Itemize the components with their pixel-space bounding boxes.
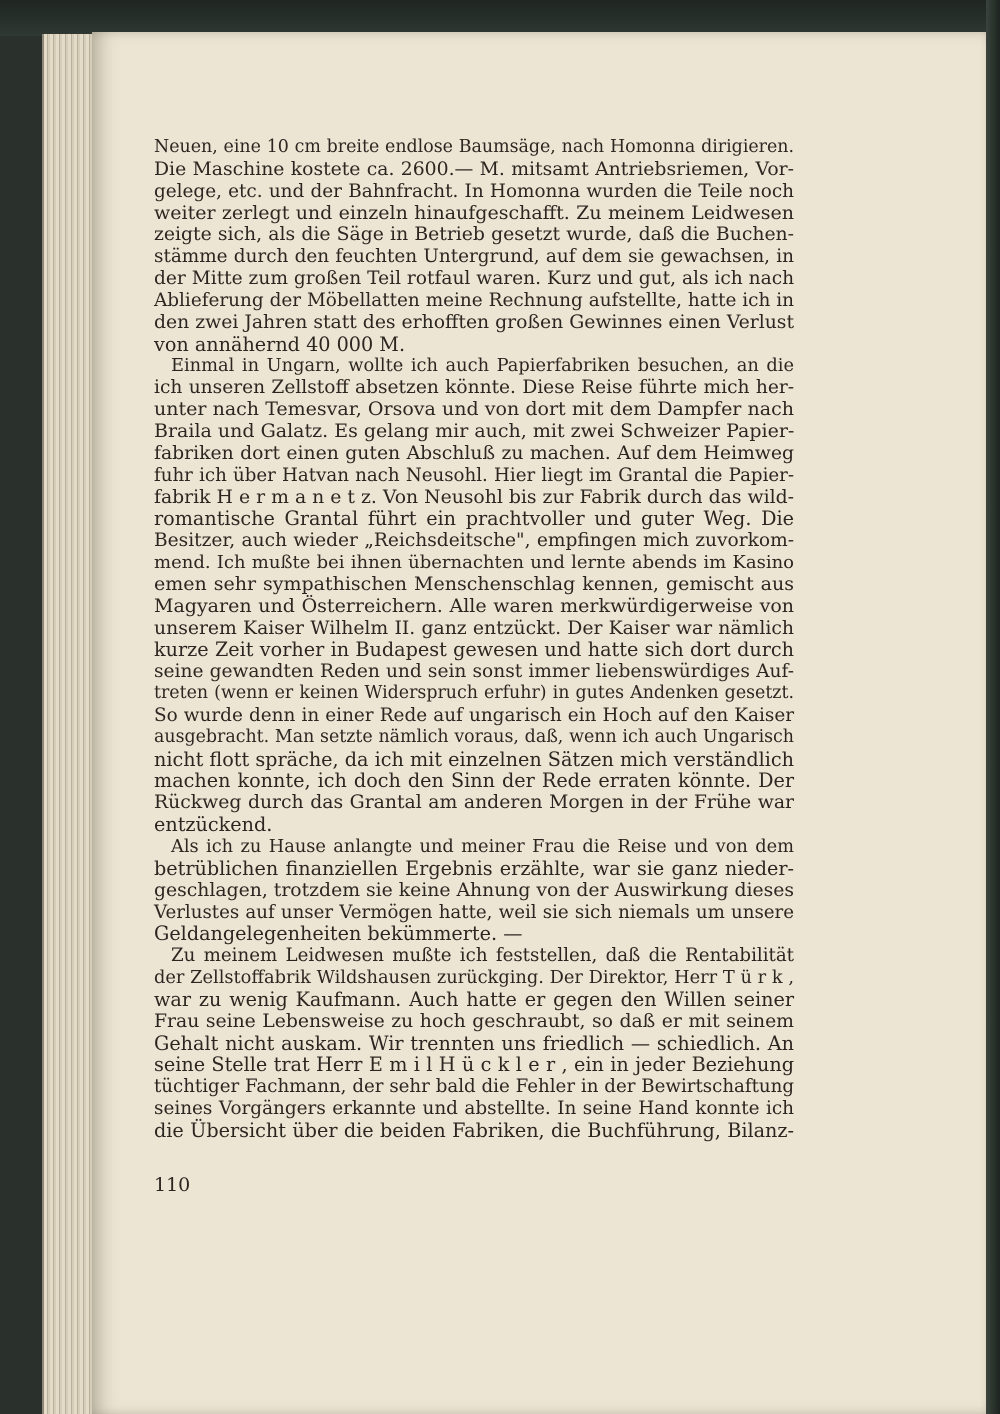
book-cover-top: [0, 0, 1000, 36]
text-line: den zwei Jahren statt des erhofften großen Gewinnes einen Verlust: [154, 311, 794, 333]
text-line: tüchtiger Fachmann, der sehr bald die Fehler in der Bewirtschaftung: [154, 1076, 794, 1098]
text-line: seines Vorgängers erkannte und abstellte. In seine Hand konnte ich: [154, 1098, 794, 1120]
text-line: So wurde denn in einer Rede auf ungarisch ein Hoch auf den Kaiser: [154, 704, 794, 726]
text-line: kurze Zeit vorher in Budapest gewesen und hatte sich dort durch: [154, 638, 794, 662]
text-line: nicht flott spräche, da ich mit einzelnen Sätzen mich verständlich: [154, 747, 794, 771]
body-text: [154, 137, 794, 1142]
text-line: Braila und Galatz. Es gelang mir auch, mit zwei Schweizer Papier-: [154, 419, 795, 442]
text-line: Besitzer, auch wieder „Reichsdeitsche", empfingen mich zuvorkom-: [154, 530, 794, 552]
text-line: weiter zerlegt und einzeln hinaufgeschafft. Zu meinem Leidwesen: [154, 201, 794, 224]
text-line: Ablieferung der Möbellatten meine Rechnung aufstellte, hatte ich in: [154, 289, 794, 311]
text-line: fabrik H e r m a n e t z. Von Neusohl bis zur Fabrik durch das wild-: [154, 486, 794, 508]
text-line: fuhr ich über Hatvan nach Neusohl. Hier liegt im Grantal die Papier-: [154, 464, 794, 486]
text-line: Geldangelegenheiten bekümmerte. —: [154, 922, 523, 946]
text-line: unter nach Temesvar, Orsova und von dort mit dem Dampfer nach: [154, 398, 794, 421]
text-line: Einmal in Ungarn, wollte ich auch Papierfabriken besuchen, an die: [171, 355, 794, 377]
text-line: ich unseren Zellstoff absetzen könnte. Diese Reise führte mich her-: [154, 377, 794, 399]
text-line: der Zellstoffabrik Wildshausen zurückging. Der Direktor, Herr T ü r k ,: [154, 967, 794, 989]
text-line: machen konnte, ich doch den Sinn der Rede erraten könnte. Der: [154, 769, 794, 793]
text-line: entzückend.: [154, 813, 273, 837]
book-cover-right: [986, 0, 1000, 1414]
text-line: Zu meinem Leidwesen mußte ich feststellen, daß die Rentabilität: [171, 945, 794, 967]
text-line: Verlustes auf unser Vermögen hatte, weil sie sich niemals um unsere: [154, 901, 794, 923]
text-line: unserem Kaiser Wilhelm II. ganz entzückt. Der Kaiser war nämlich: [154, 617, 794, 639]
text-line: Gehalt nicht auskam. Wir trennten uns friedlich — schiedlich. An: [154, 1031, 794, 1055]
text-line: seine Stelle trat Herr E m i l H ü c k l e r , ein in jeder Beziehung: [154, 1053, 794, 1077]
text-line: romantische Grantal führt ein prachtvoller und guter Weg. Die: [154, 507, 794, 531]
text-line: emen sehr sympathischen Menschenschlag kennen, gemischt aus: [154, 572, 794, 595]
text-line: von annähernd 40 000 M.: [154, 332, 406, 356]
text-line: die Übersicht über die beiden Fabriken, die Buchführung, Bilanz-: [154, 1118, 794, 1142]
text-line: gelege, etc. und der Bahnfracht. In Homonna wurden die Teile noch: [154, 180, 794, 202]
text-line: Die Maschine kostete ca. 2600.— M. mitsamt Antriebsriemen, Vor-: [154, 158, 794, 180]
text-line: Als ich zu Hause anlangte und meiner Frau die Reise und von dem: [171, 836, 794, 857]
text-line: mend. Ich mußte bei ihnen übernachten und lernte abends im Kasino: [154, 552, 794, 574]
text-line: war zu wenig Kaufmann. Auch hatte er gegen den Willen seiner: [154, 987, 794, 1011]
text-line: Rückweg durch das Grantal am anderen Morgen in der Frühe war: [154, 792, 794, 814]
text-line: betrüblichen finanziellen Ergebnis erzählte, war sie ganz nieder-: [154, 856, 794, 880]
text-line: Magyaren und Österreichern. Alle waren merkwürdigerweise von: [154, 594, 794, 617]
text-line: Neuen, eine 10 cm breite endlose Baumsäge, nach Homonna dirigieren.: [154, 137, 794, 157]
text-line: treten (wenn er keinen Widerspruch erfuhr) in gutes Andenken gesetzt.: [154, 683, 794, 704]
text-line: zeigte sich, als die Säge in Betrieb gesetzt wurde, daß die Buchen-: [154, 224, 794, 246]
text-line: seine gewandten Reden und sein sonst immer liebenswürdiges Auf-: [154, 661, 794, 683]
page-number: 110: [154, 1174, 191, 1196]
text-line: der Mitte zum großen Teil rotfaul waren. Kurz und gut, als ich nach: [154, 268, 795, 290]
text-line: stämme durch den feuchten Untergrund, auf dem sie gewachsen, in: [154, 246, 794, 268]
text-line: Frau seine Lebensweise zu hoch geschraubt, so daß er mit seinem: [154, 1010, 794, 1032]
text-line: ausgebracht. Man setzte nämlich voraus, daß, wenn ich auch Ungarisch: [154, 726, 794, 747]
text-line: fabriken dort einen guten Abschluß zu machen. Auf dem Heimweg: [154, 442, 794, 464]
text-line: geschlagen, trotzdem sie keine Ahnung von der Auswirkung dieses: [154, 879, 794, 901]
